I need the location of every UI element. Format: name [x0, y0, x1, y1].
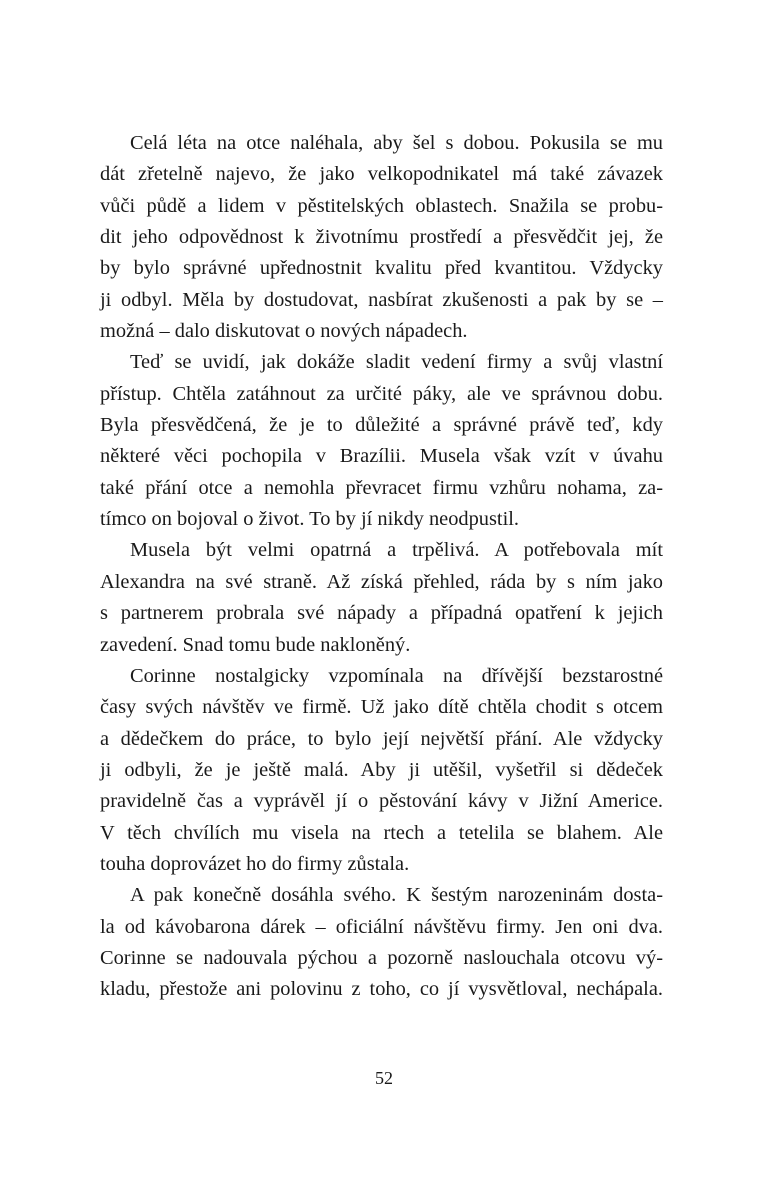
text-line: Corinne se nadouvala pýchou a pozorně naslouchala otcovu vý- [100, 946, 663, 969]
paragraph-2 [100, 347, 663, 535]
text-line: A pak konečně dosáhla svého. K šestým narozeninám dosta- [130, 884, 663, 907]
text-line: některé věci pochopila v Brazílii. Musela však vzít v úvahu [100, 445, 663, 468]
paragraph-4 [100, 661, 663, 880]
text-line: a dědečkem do práce, to bylo její největší přání. Ale vždycky [100, 727, 663, 750]
text-line: s partnerem probrala své nápady a případná opatření k jejich [100, 602, 663, 625]
text-line: přístup. Chtěla zatáhnout za určité páky, ale ve správnou dobu. [100, 382, 663, 405]
paragraph-3 [100, 535, 663, 660]
text-line: Musela být velmi opatrná a trpělivá. A potřebovala mít [130, 539, 663, 562]
text-line: tímco on bojoval o život. To by jí nikdy neodpustil. [100, 508, 520, 531]
text-line: by bylo správné upřednostnit kvalitu před kvantitou. Vždycky [100, 257, 663, 280]
text-line: la od kávobarona dárek – oficiální návštěvu firmy. Jen oni dva. [100, 915, 663, 938]
text-line: dit jeho odpovědnost k životnímu prostředí a přesvědčit jej, že [100, 226, 663, 249]
paragraph-1 [100, 128, 663, 347]
text-line: Celá léta na otce naléhala, aby šel s dobou. Pokusila se mu [130, 132, 663, 154]
page-body [100, 128, 663, 1006]
page-number: 52 [375, 1068, 393, 1088]
text-line: možná – dalo diskutovat o nových nápadech. [100, 320, 468, 343]
text-line: pravidelně čas a vyprávěl jí o pěstování kávy v Jižní Americe. [100, 790, 663, 813]
text-line: touha doprovázet ho do firmy zůstala. [100, 852, 410, 875]
paragraph-5 [100, 880, 663, 1005]
text-line: také přání otce a nemohla převracet firmu vzhůru nohama, za- [100, 476, 663, 499]
text-line: ji odbyli, že je ještě malá. Aby ji utěšil, vyšetřil si dědeček [100, 758, 663, 781]
text-line: Byla přesvědčená, že je to důležité a správné právě teď, kdy [100, 414, 663, 437]
text-line: časy svých návštěv ve firmě. Už jako dítě chtěla chodit s otcem [100, 696, 663, 719]
text-line: ji odbyl. Měla by dostudovat, nasbírat zkušenosti a pak by se – [100, 288, 663, 311]
text-line: Teď se uvidí, jak dokáže sladit vedení firmy a svůj vlastní [130, 351, 663, 374]
text-line: vůči půdě a lidem v pěstitelských oblastech. Snažila se probu- [100, 194, 663, 217]
text-line: Corinne nostalgicky vzpomínala na dřívější bezstarostné [130, 664, 663, 687]
text-line: zavedení. Snad tomu bude nakloněný. [100, 633, 411, 656]
text-line: dát zřetelně najevo, že jako velkopodnikatel má také závazek [100, 163, 663, 186]
text-line: V těch chvílích mu visela na rtech a tetelila se blahem. Ale [100, 821, 663, 844]
text-line: kladu, přestože ani polovinu z toho, co jí vysvětloval, nechápala. [100, 978, 663, 1001]
text-line: Alexandra na své straně. Až získá přehled, ráda by s ním jako [100, 570, 663, 593]
